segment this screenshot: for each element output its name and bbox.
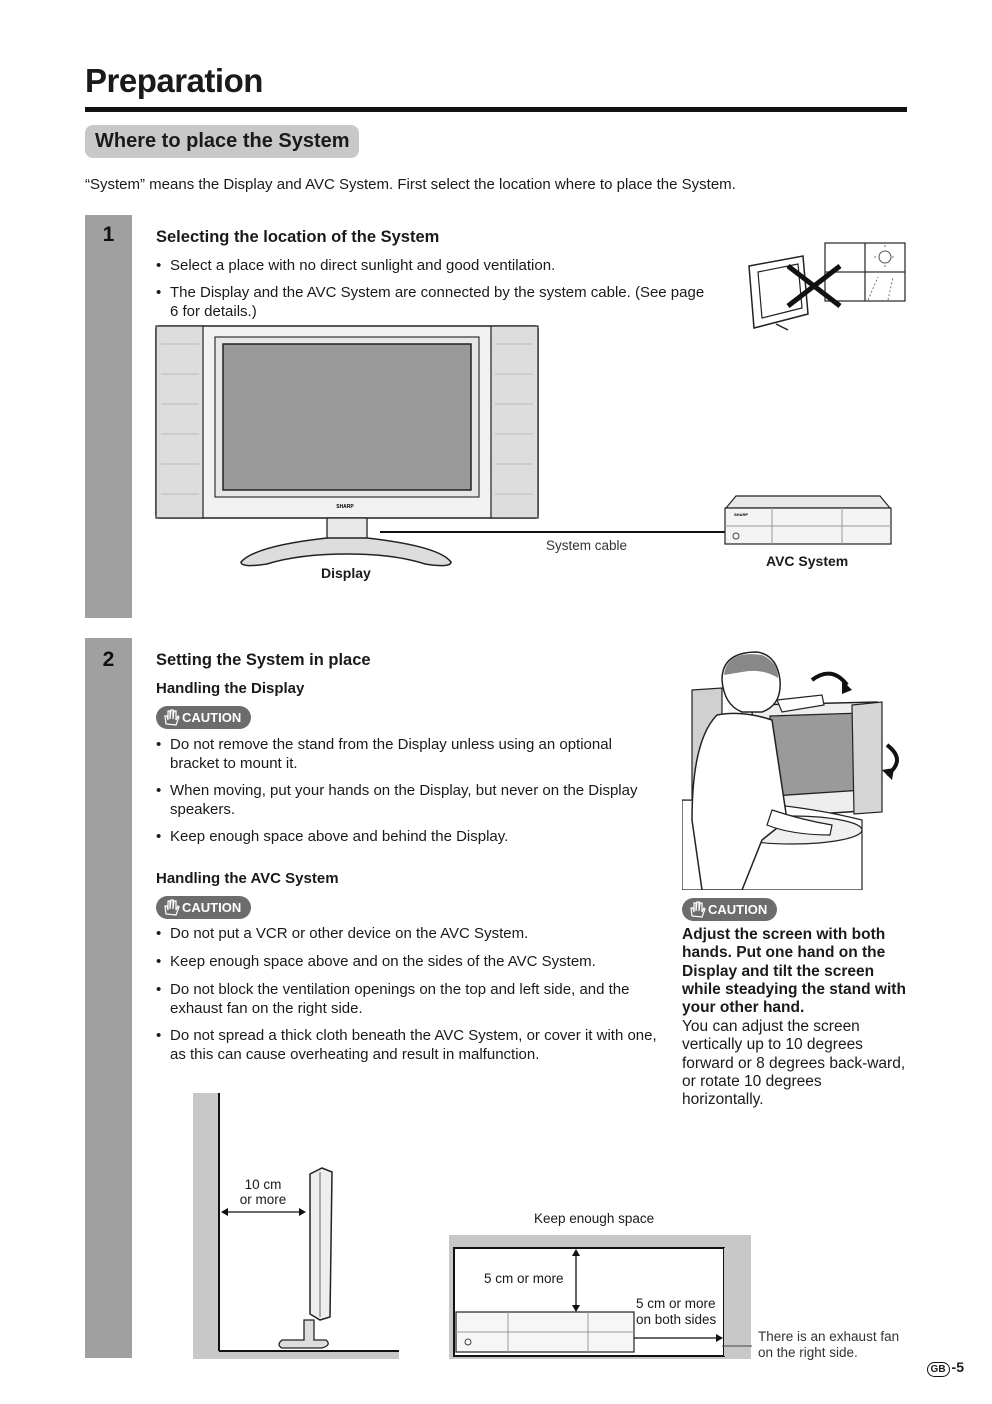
- caution-hand-icon: [162, 706, 182, 729]
- step-2-heading: Setting the System in place: [156, 651, 371, 669]
- step-1-bullet: • Select a place with no direct sunlight and good ventilation.: [156, 257, 556, 274]
- display-caution-bullet: • Do not remove the stand from the Display unless using an optional bracket to mount it.: [156, 736, 612, 772]
- display-illustration: [155, 324, 540, 574]
- title-rule: [85, 107, 907, 112]
- avc-caution-bullet: • Do not spread a thick cloth beneath the AVC System, or cover it with one, as this can cause overheating and result in malfunction.: [156, 1027, 657, 1063]
- caution-hand-icon: [688, 898, 708, 921]
- behind-clearance-label: 10 cm or more: [239, 1177, 287, 1207]
- display-label: Display: [321, 565, 371, 581]
- adjust-screen-instruction: Adjust the screen with both hands. Put one hand on the Display and tilt the screen while steadying the stand with your other hand.: [682, 926, 906, 1017]
- avc-caution-badge: CAUTION: [156, 896, 251, 919]
- avc-caution-bullet: • Keep enough space above and on the sides of the AVC System.: [156, 953, 596, 970]
- side-clearance-label: 5 cm or more on both sides: [636, 1296, 717, 1327]
- avc-caution-bullet: • Do not put a VCR or other device on the AVC System.: [156, 925, 529, 942]
- avc-system-label: AVC System: [766, 553, 849, 569]
- adjust-caution-badge: CAUTION: [682, 898, 777, 921]
- keep-space-label: Keep enough space: [534, 1211, 655, 1226]
- step-1-number: 1: [102, 223, 115, 246]
- display-caution-bullet: • When moving, put your hands on the Display, but never on the Display speakers.: [156, 782, 638, 818]
- person-adjusting-display-illustration: [682, 650, 912, 890]
- step-2-bar: [85, 638, 132, 1358]
- above-clearance-label: 5 cm or more: [484, 1271, 564, 1286]
- handling-display-heading: Handling the Display: [156, 680, 305, 697]
- no-sunlight-icon: [748, 242, 908, 332]
- display-caution-bullet: • Keep enough space above and behind the Display.: [156, 828, 509, 845]
- handling-avc-heading: Handling the AVC System: [156, 870, 339, 887]
- step-1-heading: Selecting the location of the System: [156, 228, 440, 246]
- display-brand: SHARP: [336, 504, 354, 510]
- adjust-screen-detail: You can adjust the screen vertically up to 10 degrees forward or 8 degrees back-ward, or rotate 10 degrees horizontally.: [682, 1018, 906, 1109]
- rotate-arrow-icon: [812, 674, 847, 685]
- avc-system-illustration: [722, 494, 894, 548]
- page-number: GB -5: [927, 1359, 964, 1377]
- step-1-bullet: • The Display and the AVC System are connected by the system cable. (See page 6 for details.): [156, 284, 705, 320]
- exhaust-fan-label: There is an exhaust fan on the right side.: [758, 1329, 900, 1360]
- svg-text:SHARP: SHARP: [734, 512, 749, 517]
- caution-hand-icon: [162, 896, 182, 919]
- section-heading: Where to place the System: [85, 125, 359, 158]
- system-cable-label: System cable: [546, 538, 628, 553]
- region-badge: GB: [927, 1362, 950, 1377]
- display-caution-badge: CAUTION: [156, 706, 251, 729]
- avc-caution-bullet: • Do not block the ventilation openings on the top and left side, and the exhaust fan on the right side.: [156, 981, 630, 1017]
- step-1-bar: [85, 215, 132, 618]
- wall-clearance-diagram: [192, 1092, 402, 1360]
- system-cable-line: [380, 531, 725, 533]
- intro-text: “System” means the Display and AVC System. First select the location where to place the System.: [85, 176, 736, 193]
- page-title: Preparation: [85, 62, 263, 99]
- step-2-number: 2: [102, 648, 115, 671]
